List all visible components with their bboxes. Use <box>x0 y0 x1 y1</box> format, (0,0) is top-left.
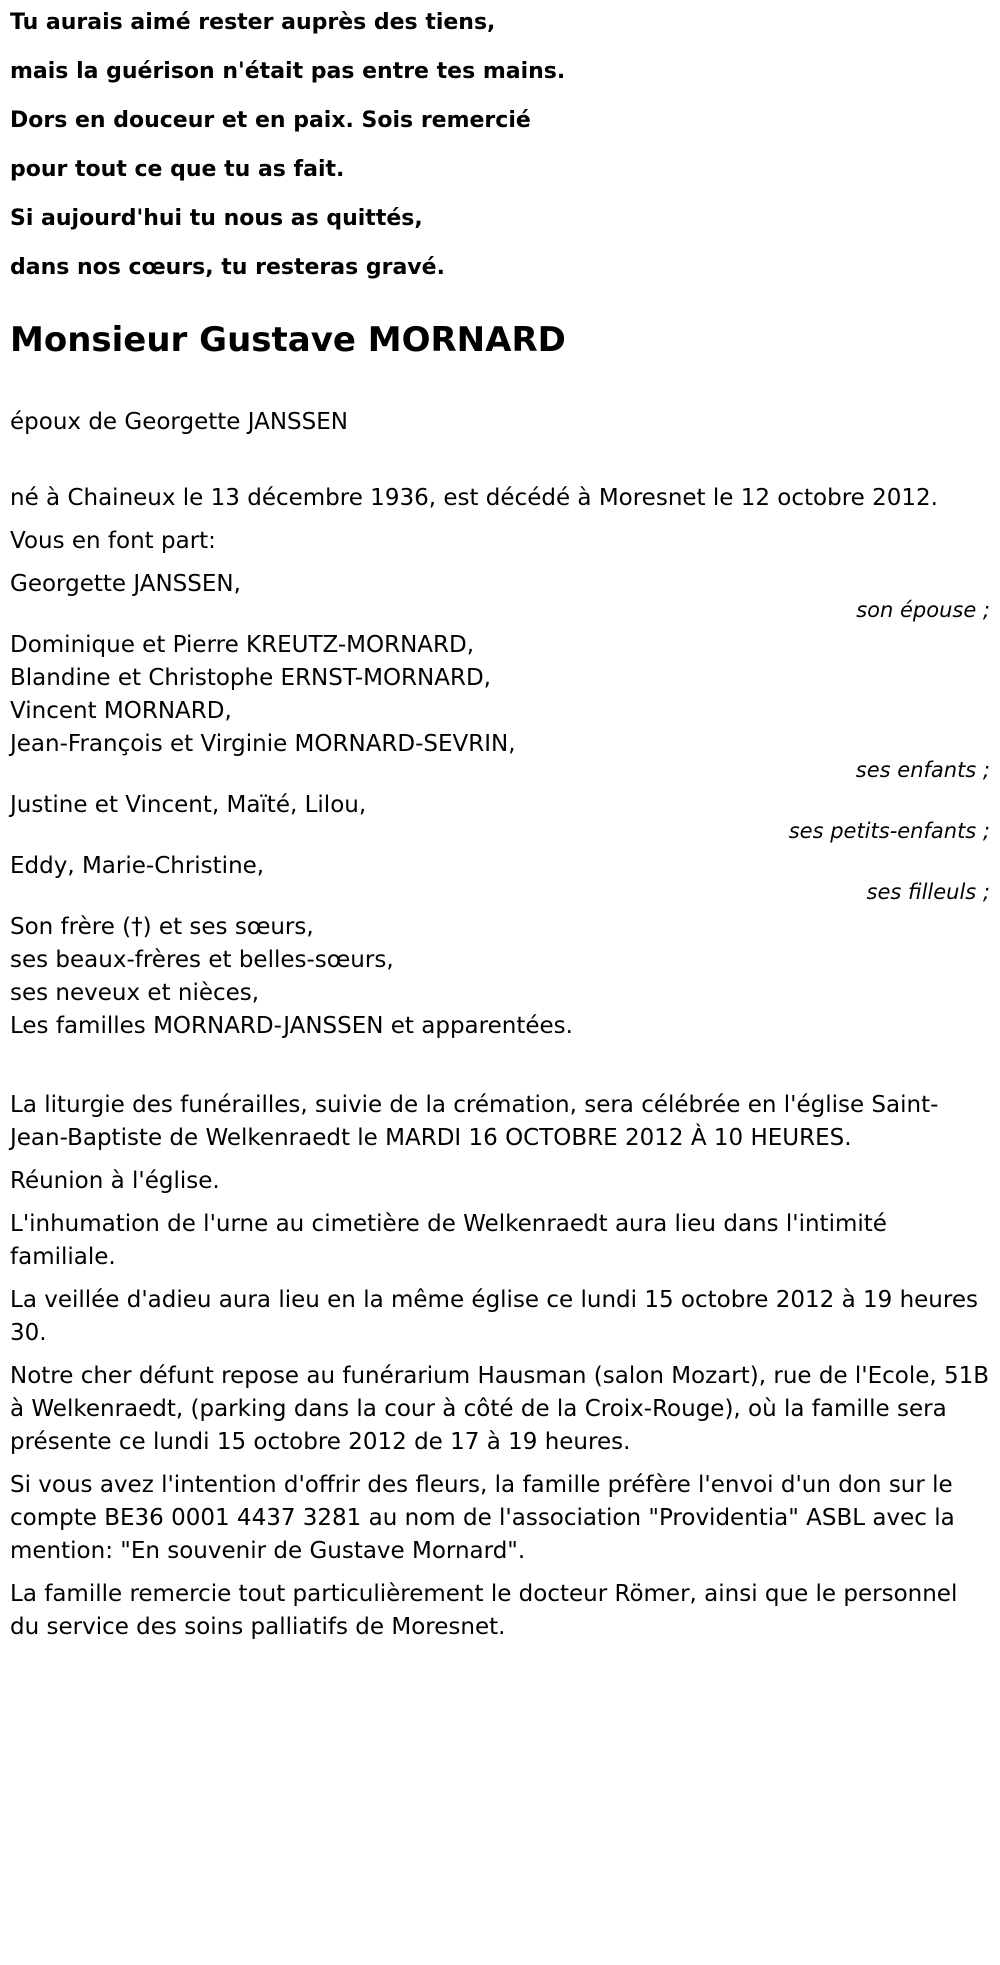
poem-line: Tu aurais aimé rester auprès des tiens, <box>10 10 496 35</box>
family-role: son épouse ; <box>856 598 990 622</box>
family-role: ses enfants ; <box>855 758 990 782</box>
deceased-name: Monsieur Gustave MORNARD <box>10 320 566 360</box>
announce-intro: Vous en font part: <box>10 528 216 554</box>
spouse-line: époux de Georgette JANSSEN <box>10 409 348 435</box>
burial-paragraph: L'inhumation de l'urne au cimetière de Welkenraedt aura lieu dans l'intimité familiale. <box>10 1211 887 1270</box>
family-member: Les familles MORNARD-JANSSEN et apparentées. <box>10 1013 573 1039</box>
family-role: ses petits-enfants ; <box>788 819 990 843</box>
poem-line: pour tout ce que tu as fait. <box>10 157 345 182</box>
poem-line: Dors en douceur et en paix. Sois remercié <box>10 108 531 133</box>
poem-line: mais la guérison n'était pas entre tes mains. <box>10 59 566 84</box>
family-member: Jean-François et Virginie MORNARD-SEVRIN, <box>10 731 516 757</box>
vigil-paragraph: La veillée d'adieu aura lieu en la même église ce lundi 15 octobre 2012 à 19 heures 30. <box>10 1287 978 1346</box>
family-member: Georgette JANSSEN, <box>10 571 241 597</box>
flowers-paragraph: Si vous avez l'intention d'offrir des fleurs, la famille préfère l'envoi d'un don sur le compte BE36 0001 4437 3281 au nom de l'association "Providentia" ASBL avec la mention: "En souvenir de Gustave Mornard". <box>10 1472 955 1564</box>
family-member: Vincent MORNARD, <box>10 698 232 724</box>
family-role: ses filleuls ; <box>866 880 990 904</box>
funeral-home-paragraph: Notre cher défunt repose au funérarium Hausman (salon Mozart), rue de l'Ecole, 51B à Welkenraedt, (parking dans la cour à côté de la Croix-Rouge), où la famille sera présente ce lundi 15 octobre 2012 de 17 à 19 heures. <box>10 1363 990 1455</box>
family-member: Son frère (†) et ses sœurs, <box>10 914 314 940</box>
poem <box>10 0 990 283</box>
family-member: Dominique et Pierre KREUTZ-MORNARD, <box>10 632 475 658</box>
family-group-children <box>10 629 990 785</box>
family-member: ses neveux et nièces, <box>10 980 260 1006</box>
family-member: ses beaux-frères et belles-sœurs, <box>10 947 394 973</box>
family-member: Blandine et Christophe ERNST-MORNARD, <box>10 665 491 691</box>
poem-line: Si aujourd'hui tu nous as quittés, <box>10 206 423 231</box>
family-group-spouse <box>10 568 990 625</box>
birth-death-line: né à Chaineux le 13 décembre 1936, est décédé à Moresnet le 12 octobre 2012. <box>10 485 938 511</box>
meeting-paragraph: Réunion à l'église. <box>10 1168 220 1194</box>
thanks-paragraph: La famille remercie tout particulièrement le docteur Römer, ainsi que le personnel du service des soins palliatifs de Moresnet. <box>10 1581 958 1640</box>
family-group-godchildren <box>10 850 990 907</box>
family-group-others <box>10 911 990 1043</box>
poem-line: dans nos cœurs, tu resteras gravé. <box>10 255 445 280</box>
family-member: Justine et Vincent, Maïté, Lilou, <box>10 792 367 818</box>
family-member: Eddy, Marie-Christine, <box>10 853 265 879</box>
liturgy-paragraph: La liturgie des funérailles, suivie de la crémation, sera célébrée en l'église Saint-Jean-Baptiste de Welkenraedt le MARDI 16 OCTOBRE 2012 À 10 HEURES. <box>10 1092 939 1151</box>
family-group-grandchildren <box>10 789 990 846</box>
